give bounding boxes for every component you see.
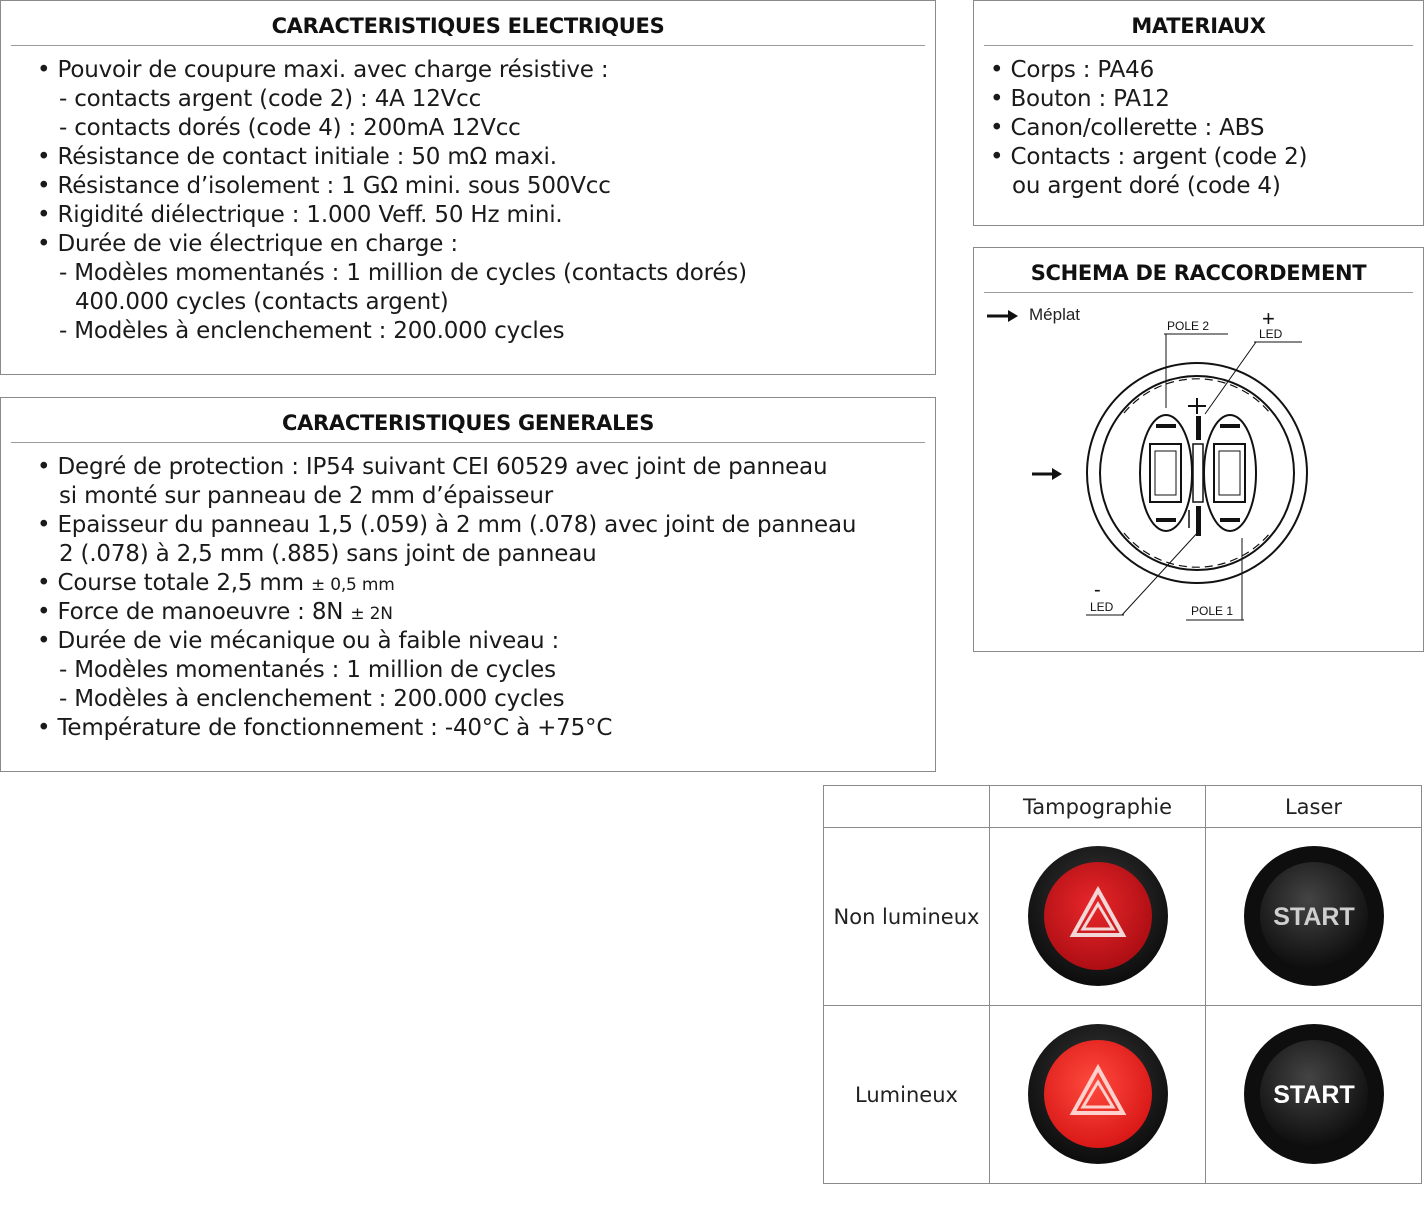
- row-label-lumineux: Lumineux: [824, 1006, 990, 1184]
- materials-line: • Canon/collerette : ABS: [990, 115, 1265, 141]
- course-tolerance: ± 0,5 mm: [310, 575, 395, 595]
- outer-ring: [1087, 363, 1307, 583]
- general-line: • Température de fonctionnement : -40°C à +75°C: [37, 715, 613, 741]
- force-text: • Force de manoeuvre : 8N: [37, 599, 344, 625]
- led-minus-label: LED: [1090, 600, 1114, 614]
- wiring-diagram: [974, 248, 1423, 651]
- electrical-line: • Pouvoir de coupure maxi. avec charge résistive :: [37, 57, 609, 83]
- materials-title: MATERIAUX: [984, 9, 1413, 46]
- hazard-button-lit-image: [990, 1006, 1205, 1183]
- table-row: [824, 1006, 1422, 1184]
- electrical-line: • Résistance de contact initiale : 50 mΩ maxi.: [37, 144, 557, 170]
- electrical-characteristics-panel: [0, 0, 936, 375]
- materials-line: • Contacts : argent (code 2): [990, 144, 1308, 170]
- pole-1-contact: [1204, 415, 1256, 531]
- general-line: • Epaisseur du panneau 1,5 (.059) à 2 mm (.078) avec joint de panneau: [37, 512, 857, 538]
- led-plus-sign: +: [1262, 306, 1275, 331]
- meplat-label: Méplat: [1029, 305, 1081, 324]
- start-button-lit-image: [1206, 1006, 1421, 1183]
- start-label-unlit: START: [1273, 903, 1355, 931]
- electrical-line: - contacts dorés (code 4) : 200mA 12Vcc: [59, 115, 521, 141]
- general-line: • Degré de protection : IP54 suivant CEI 60529 avec joint de panneau: [37, 454, 828, 480]
- led-pins: [1188, 398, 1206, 536]
- materials-line: ou argent doré (code 4): [1012, 173, 1281, 199]
- wiring-diagram-panel: [973, 247, 1424, 652]
- general-line: - Modèles momentanés : 1 million de cycles: [59, 657, 556, 683]
- electrical-line: 400.000 cycles (contacts argent): [75, 289, 449, 315]
- header-tampographie: Tampographie: [990, 786, 1206, 828]
- header-laser: Laser: [1206, 786, 1422, 828]
- row-label-non-lumineux: Non lumineux: [824, 828, 990, 1006]
- general-line: • Durée de vie mécanique ou à faible niveau :: [37, 628, 560, 654]
- general-characteristics-panel: [0, 397, 936, 772]
- electrical-line: - Modèles à enclenchement : 200.000 cycles: [59, 318, 565, 344]
- cell-start-lit: [1206, 1006, 1422, 1184]
- start-button-unlit-image: [1206, 828, 1421, 1005]
- flat-side-arrow-icon: [1032, 468, 1062, 480]
- led-minus-sign: -: [1094, 579, 1101, 601]
- cell-red-hazard-unlit: [990, 828, 1206, 1006]
- start-label-lit: START: [1273, 1081, 1355, 1109]
- materials-line: • Bouton : PA12: [990, 86, 1170, 112]
- meplat-arrow-icon: [987, 310, 1018, 322]
- general-line: [37, 569, 935, 598]
- pole-2-label: POLE 2: [1167, 319, 1210, 333]
- general-line: - Modèles à enclenchement : 200.000 cycles: [59, 686, 565, 712]
- wiring-title: SCHEMA DE RACCORDEMENT: [984, 256, 1413, 293]
- cell-start-unlit: [1206, 828, 1422, 1006]
- hazard-button-unlit-image: [990, 828, 1205, 1005]
- cell-red-hazard-lit: [990, 1006, 1206, 1184]
- materials-line: • Corps : PA46: [990, 57, 1155, 83]
- electrical-line: • Résistance d’isolement : 1 GΩ mini. sous 500Vcc: [37, 173, 611, 199]
- electrical-line: • Rigidité diélectrique : 1.000 Veff. 50 Hz mini.: [37, 202, 563, 228]
- force-tolerance: ± 2N: [350, 604, 393, 624]
- led-plus-label: LED: [1259, 327, 1283, 341]
- general-line: 2 (.078) à 2,5 mm (.885) sans joint de panneau: [59, 541, 597, 567]
- electrical-line: - contacts argent (code 2) : 4A 12Vcc: [59, 86, 482, 112]
- table-header-row: [824, 786, 1422, 828]
- general-title: CARACTERISTIQUES GENERALES: [11, 406, 925, 443]
- electrical-line: • Durée de vie électrique en charge :: [37, 231, 458, 257]
- materials-panel: [973, 0, 1424, 226]
- course-text: • Course totale 2,5 mm: [37, 570, 304, 596]
- general-line: si monté sur panneau de 2 mm d’épaisseur: [59, 483, 553, 509]
- header-empty-cell: [824, 786, 990, 828]
- electrical-title: CARACTERISTIQUES ELECTRIQUES: [11, 9, 925, 46]
- general-line: [37, 598, 935, 627]
- electrical-line: - Modèles momentanés : 1 million de cycles (contacts dorés): [59, 260, 747, 286]
- pole-1-label: POLE 1: [1191, 604, 1234, 618]
- pole-2-contact: [1140, 415, 1192, 531]
- finishes-table: [823, 785, 1422, 1184]
- table-row: [824, 828, 1422, 1006]
